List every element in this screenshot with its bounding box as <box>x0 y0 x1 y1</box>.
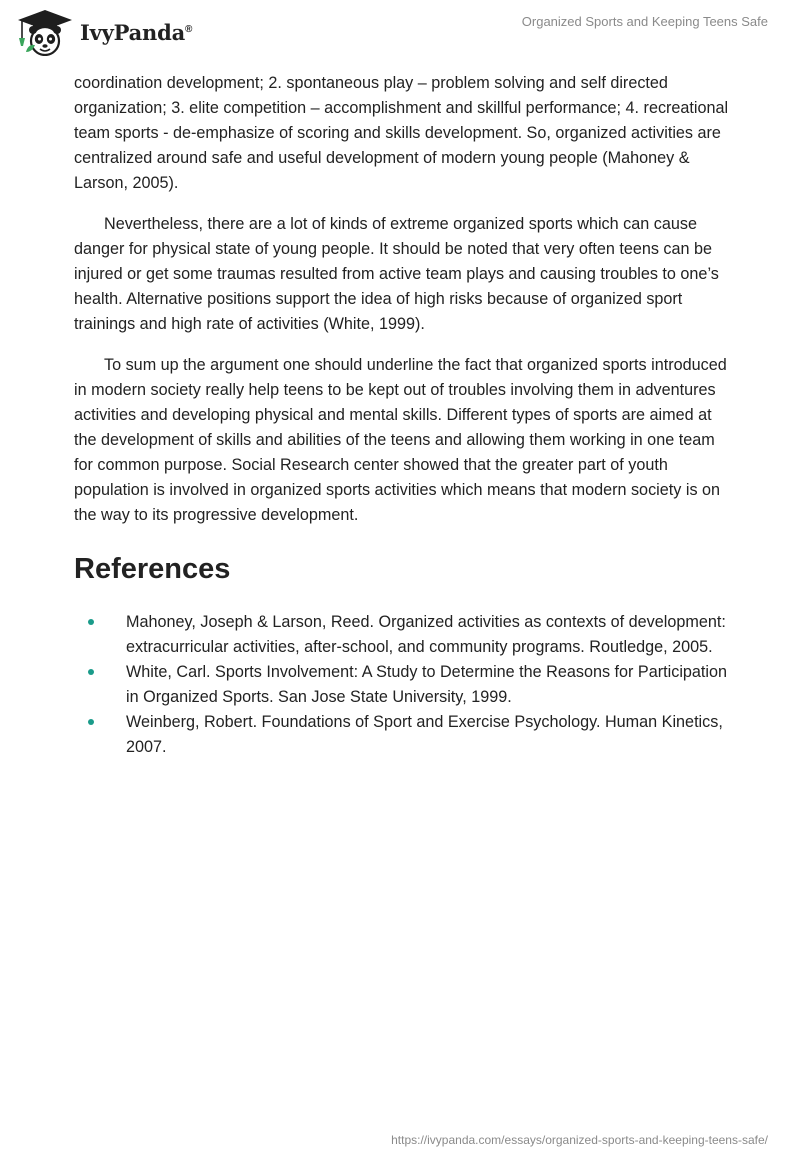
essay-body <box>74 71 734 760</box>
reference-text: Weinberg, Robert. Foundations of Sport and Exercise Psychology. Human Kinetics, 2007. <box>126 713 723 756</box>
panda-graduation-cap-icon <box>16 8 74 56</box>
page-header <box>0 0 800 64</box>
reference-item <box>74 610 734 660</box>
document-title: Organized Sports and Keeping Teens Safe <box>521 14 768 29</box>
reference-text: Mahoney, Joseph & Larson, Reed. Organized activities as contexts of development: extracurricular activities, after-school, and community programs. Routledge, 2005. <box>126 613 726 656</box>
bullet-icon <box>88 619 94 625</box>
reference-item <box>74 710 734 760</box>
references-heading: References <box>74 553 231 585</box>
bullet-icon <box>88 669 94 675</box>
registered-mark: ® <box>185 23 193 35</box>
references-list <box>74 610 734 760</box>
reference-item <box>74 660 734 710</box>
bullet-icon <box>88 719 94 725</box>
brand-name <box>80 20 192 45</box>
paragraph-continuation: coordination development; 2. spontaneous play – problem solving and self directed organization; 3. elite competition – accomplishment and skillful performance; 4. recreational team sports - de-emphasize of scoring and skills development. So, organized activities are centralized around safe and useful development of modern young people (Mahoney & Larson, 2005). <box>74 74 729 192</box>
brand-logo[interactable] <box>16 8 192 56</box>
brand-text: IvyPanda <box>80 19 186 45</box>
paragraph-risks: Nevertheless, there are a lot of kinds of extreme organized sports which can cause danger for physical state of young people. It should be noted that very often teens can be injured or get some traumas resulted from active team plays and causing troubles to one’s health. Alternative positions support the idea of high risks because of organized sport trainings and high rate of activities (White, 1999). <box>74 215 719 333</box>
footer-url-link[interactable]: https://ivypanda.com/essays/organized-sports-and-keeping-teens-safe/ <box>391 1133 768 1147</box>
reference-text: White, Carl. Sports Involvement: A Study to Determine the Reasons for Participation in Organized Sports. San Jose State University, 1999. <box>126 663 728 706</box>
paragraph-conclusion: To sum up the argument one should underline the fact that organized sports introduced in modern society really help teens to be kept out of troubles involving them in adventures activities and developing physical and mental skills. Different types of sports are aimed at the development of skills and abilities of the teens and allowing them working in one team for common purpose. Social Research center showed that the greater part of youth population is involved in organized sports activities which means that modern society is on the way to its progressive development. <box>74 356 727 524</box>
